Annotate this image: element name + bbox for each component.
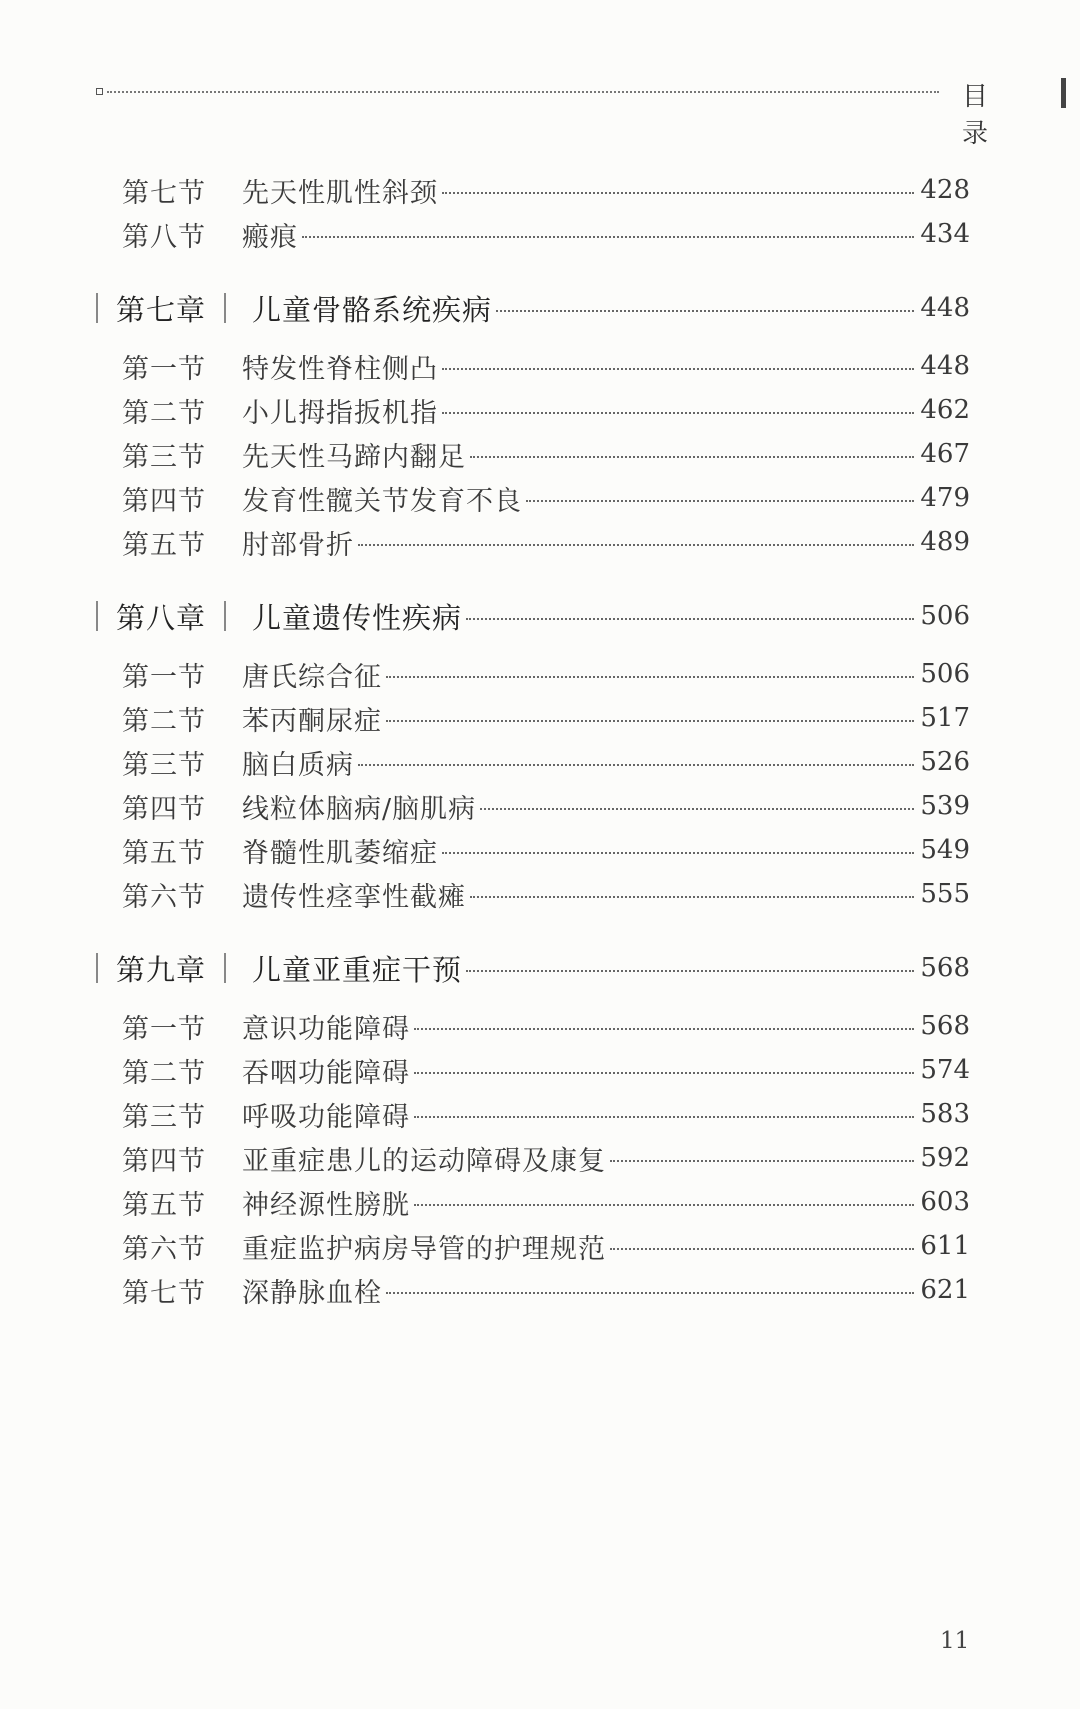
entry-page: 568 (920, 1011, 970, 1041)
chapter-bar-right (224, 601, 226, 631)
entry-title: 神经源性膀胱 (242, 1189, 410, 1221)
section-number: 第三节 (122, 1101, 206, 1133)
toc-section-row[interactable] (122, 1268, 970, 1312)
entry-title: 意识功能障碍 (242, 1013, 410, 1045)
dot-leader (414, 1072, 914, 1074)
entry-page: 555 (920, 879, 970, 909)
header-marker (96, 88, 103, 95)
toc-section-row[interactable] (122, 696, 970, 740)
section-number: 第二节 (122, 397, 206, 429)
entry-title: 遗传性痉挛性截瘫 (242, 881, 466, 913)
toc-section-row[interactable] (122, 1004, 970, 1048)
chapter-bar-right (224, 293, 226, 323)
entry-page: 526 (920, 747, 970, 777)
dot-leader (610, 1248, 914, 1250)
entry-title: 重症监护病房导管的护理规范 (242, 1233, 606, 1265)
entry-title: 线粒体脑病/脑肌病 (242, 793, 477, 825)
toc-section-row[interactable] (122, 1224, 970, 1268)
section-number: 第四节 (122, 793, 206, 825)
header-bar (1061, 78, 1066, 108)
dot-leader (480, 808, 914, 810)
section-number: 第五节 (122, 837, 206, 869)
entry-page: 506 (920, 601, 970, 631)
entry-page: 434 (920, 219, 970, 249)
entry-page: 462 (920, 395, 970, 425)
section-number: 第四节 (122, 485, 206, 517)
entry-title: 先天性肌性斜颈 (242, 177, 438, 209)
entry-page: 428 (920, 175, 970, 205)
dot-leader (466, 970, 914, 972)
entry-page: 621 (920, 1275, 970, 1305)
header-title: 目 录 (962, 82, 1009, 149)
dot-leader (496, 310, 914, 312)
dot-leader (610, 1160, 914, 1162)
toc-chapter-row[interactable] (96, 594, 970, 638)
entry-page: 603 (920, 1187, 970, 1217)
section-number: 第六节 (122, 881, 206, 913)
entry-page: 592 (920, 1143, 970, 1173)
section-number: 第五节 (122, 529, 206, 561)
entry-title: 苯丙酮尿症 (242, 705, 382, 737)
section-number: 第二节 (122, 1057, 206, 1089)
entry-page: 467 (920, 439, 970, 469)
entry-title: 发育性髋关节发育不良 (242, 485, 522, 517)
dot-leader (442, 412, 914, 414)
entry-title: 脑白质病 (242, 749, 354, 781)
toc-section-row[interactable] (122, 652, 970, 696)
entry-page: 489 (920, 527, 970, 557)
entry-title: 小儿拇指扳机指 (242, 397, 438, 429)
entry-title: 脊髓性肌萎缩症 (242, 837, 438, 869)
chapter-number: 第九章 (116, 952, 207, 987)
dot-leader (470, 456, 914, 458)
entry-title: 先天性马蹄内翻足 (242, 441, 466, 473)
section-number: 第一节 (122, 1013, 206, 1045)
entry-page: 539 (920, 791, 970, 821)
dot-leader (442, 852, 914, 854)
chapter-bar-left (96, 293, 98, 323)
toc-section-row[interactable] (122, 1136, 970, 1180)
entry-title: 儿童骨骼系统疾病 (252, 292, 493, 327)
toc-section-row[interactable] (122, 476, 970, 520)
entry-title: 瘢痕 (242, 221, 298, 253)
entry-page: 517 (920, 703, 970, 733)
dot-leader (526, 500, 914, 502)
entry-title: 呼吸功能障碍 (242, 1101, 410, 1133)
entry-page: 568 (920, 953, 970, 983)
section-number: 第四节 (122, 1145, 206, 1177)
section-number: 第三节 (122, 749, 206, 781)
section-number: 第一节 (122, 661, 206, 693)
toc-chapter-row[interactable] (96, 286, 970, 330)
dot-leader (302, 236, 914, 238)
toc-chapter-row[interactable] (96, 946, 970, 990)
section-number: 第七节 (122, 177, 206, 209)
toc-section-row[interactable] (122, 388, 970, 432)
toc-section-row[interactable] (122, 1092, 970, 1136)
entry-page: 583 (920, 1099, 970, 1129)
chapter-number: 第八章 (116, 600, 207, 635)
dot-leader (442, 368, 914, 370)
toc-section-row[interactable] (122, 168, 970, 212)
dot-leader (414, 1116, 914, 1118)
entry-page: 574 (920, 1055, 970, 1085)
entry-page: 448 (920, 351, 970, 381)
toc-section-row[interactable] (122, 344, 970, 388)
dot-leader (386, 1292, 914, 1294)
toc-section-row[interactable] (122, 1048, 970, 1092)
page-number: 11 (940, 1628, 970, 1654)
running-header (96, 76, 1009, 149)
dot-leader (386, 676, 914, 678)
entry-title: 亚重症患儿的运动障碍及康复 (242, 1145, 606, 1177)
entry-title: 肘部骨折 (242, 529, 354, 561)
entry-page: 506 (920, 659, 970, 689)
entry-title: 吞咽功能障碍 (242, 1057, 410, 1089)
entry-title: 唐氏综合征 (242, 661, 382, 693)
dot-leader (442, 192, 914, 194)
dot-leader (358, 544, 914, 546)
toc-section-row[interactable] (122, 432, 970, 476)
entry-page: 479 (920, 483, 970, 513)
section-number: 第八节 (122, 221, 206, 253)
toc-section-row[interactable] (122, 740, 970, 784)
section-number: 第二节 (122, 705, 206, 737)
dot-leader (470, 896, 914, 898)
chapter-bar-right (224, 953, 226, 983)
chapter-bar-left (96, 601, 98, 631)
dot-leader (466, 618, 914, 620)
chapter-number: 第七章 (116, 292, 207, 327)
entry-title: 特发性脊柱侧凸 (242, 353, 438, 385)
dot-leader (386, 720, 914, 722)
header-dotted-rule (107, 91, 939, 93)
section-number: 第五节 (122, 1189, 206, 1221)
toc-section-row[interactable] (122, 212, 970, 256)
section-number: 第三节 (122, 441, 206, 473)
dot-leader (358, 764, 914, 766)
toc-section-row[interactable] (122, 872, 970, 916)
dot-leader (414, 1028, 914, 1030)
toc-section-row[interactable] (122, 520, 970, 564)
toc-section-row[interactable] (122, 1180, 970, 1224)
entry-title: 深静脉血栓 (242, 1277, 382, 1309)
chapter-bar-left (96, 953, 98, 983)
entry-page: 611 (920, 1231, 970, 1261)
section-number: 第一节 (122, 353, 206, 385)
entry-title: 儿童亚重症干预 (252, 952, 463, 987)
section-number: 第六节 (122, 1233, 206, 1265)
toc-section-row[interactable] (122, 828, 970, 872)
toc-section-row[interactable] (122, 784, 970, 828)
entry-page: 448 (920, 293, 970, 323)
dot-leader (414, 1204, 914, 1206)
entry-page: 549 (920, 835, 970, 865)
entry-title: 儿童遗传性疾病 (252, 600, 463, 635)
section-number: 第七节 (122, 1277, 206, 1309)
